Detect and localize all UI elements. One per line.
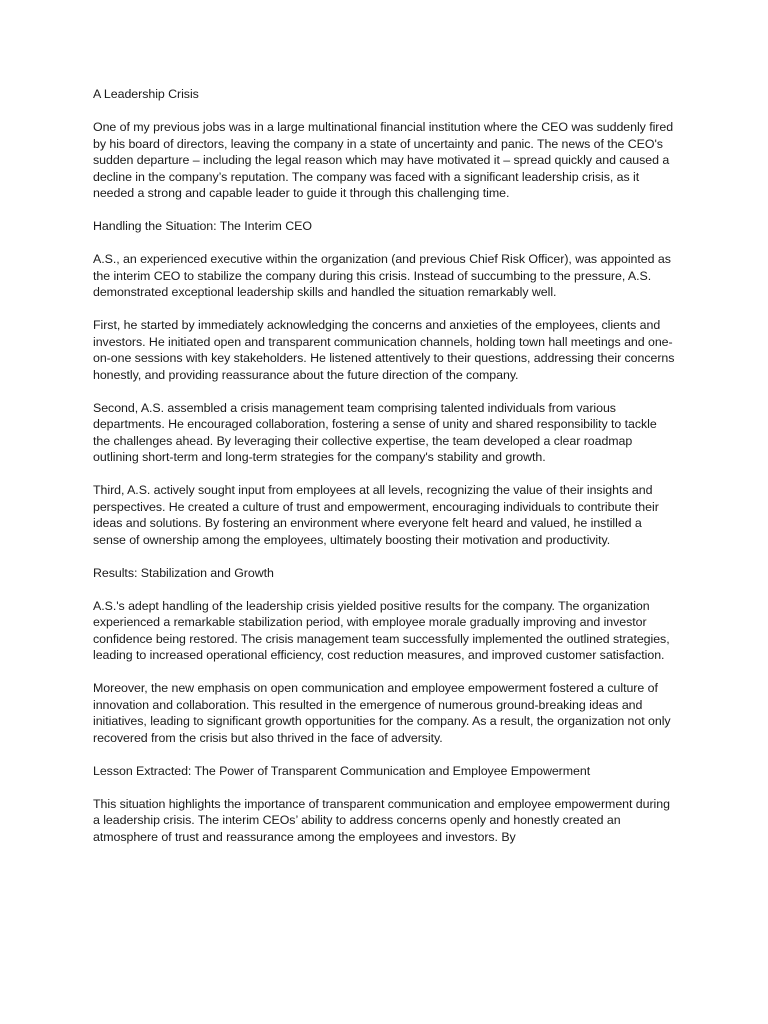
intro-paragraph: One of my previous jobs was in a large multinational financial institution where the CEO was suddenly fired by his board of directors, leaving the company in a state of uncertainty and panic. The news of the CEO's sudden departure – including the legal reason which may have motivated it – spread quickly and caused a decline in the company’s reputation. The company was faced with a significant leadership crisis, as it needed a strong and capable leader to guide it through this challenging time. (93, 120, 674, 200)
document-body (93, 86, 677, 862)
section-heading-interim-ceo: Handling the Situation: The Interim CEO (93, 219, 312, 233)
document-title: A Leadership Crisis (93, 87, 199, 101)
paragraph-lesson: This situation highlights the importance of transparent communication and employee empowerment during a leadership crisis. The interim CEOs’ ability to address concerns openly and honestly created an atmosphere of trust and reassurance among the employees and investors. By (93, 796, 670, 844)
section-heading-lesson: Lesson Extracted: The Power of Transparent Communication and Employee Empowerment (93, 763, 591, 778)
paragraph-first: First, he started by immediately acknowledging the concerns and anxieties of the employees, clients and investors. He initiated open and transparent communication channels, holding town hall meetings and one-on-one sessions with key stakeholders. He listened attentively to their questions, addressing their concerns honestly, and providing reassurance about the future direction of the company. (93, 318, 675, 382)
paragraph-third: Third, A.S. actively sought input from employees at all levels, recognizing the value of their insights and perspectives. He created a culture of trust and empowerment, encouraging individuals to contribute their ideas and solutions. By fostering an environment where everyone felt heard and valued, he instilled a sense of ownership among the employees, ultimately boosting their motivation and productivity. (93, 483, 659, 547)
section-heading-results: Results: Stabilization and Growth (93, 565, 274, 580)
paragraph-moreover: Moreover, the new emphasis on open communication and employee empowerment fostered a culture of innovation and collaboration. This resulted in the emergence of numerous ground-breaking ideas and initiatives, leading to significant growth opportunities for the company. As a result, the organization not only recovered from the crisis but also thrived in the face of adversity. (93, 681, 671, 745)
paragraph-second: Second, A.S. assembled a crisis management team comprising talented individuals from various departments. He encouraged collaboration, fostering a sense of unity and shared responsibility to tackle the challenges ahead. By leveraging their collective expertise, the team developed a clear roadmap outlining short-term and long-term strategies for the company's stability and growth. (93, 400, 657, 464)
paragraph-results: A.S.'s adept handling of the leadership crisis yielded positive results for the company. The organization experienced a remarkable stabilization period, with employee morale gradually improving and investor confidence being restored. The crisis management team successfully implemented the outlined strategies, leading to increased operational efficiency, cost reduction measures, and improved customer satisfaction. (93, 598, 670, 662)
paragraph-appointment: A.S., an experienced executive within the organization (and previous Chief Risk Officer), was appointed as the interim CEO to stabilize the company during this crisis. Instead of succumbing to the pressure, A.S. demonstrated exceptional leadership skills and handled the situation remarkably well. (93, 252, 671, 299)
